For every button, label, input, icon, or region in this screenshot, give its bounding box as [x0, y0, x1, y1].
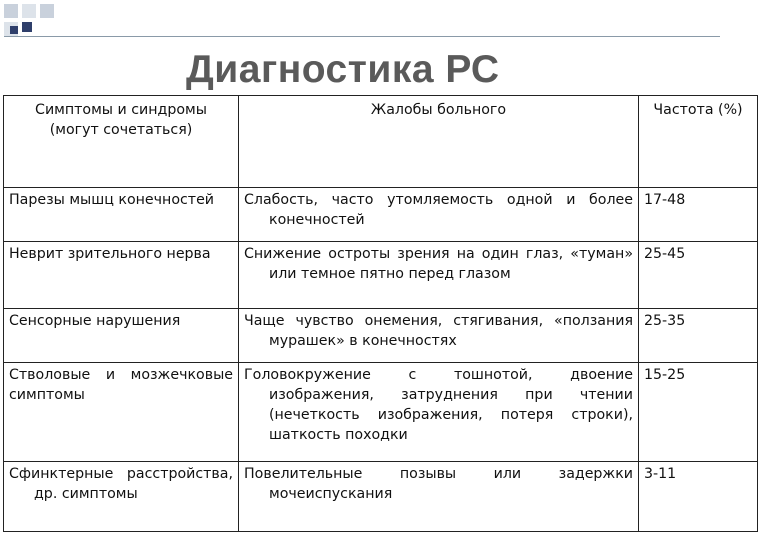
cell-frequency: 3-11 — [639, 462, 758, 532]
cell-symptom: Стволовые и мозжечковые симптомы — [4, 363, 239, 462]
cell-frequency: 17-48 — [639, 188, 758, 242]
deco-square — [22, 4, 36, 18]
cell-frequency: 25-45 — [639, 242, 758, 309]
cell-frequency: 15-25 — [639, 363, 758, 462]
table-row — [4, 462, 758, 532]
cell-complaint: Головокружение с тошнотой, двоение изображения, затруднения при чтении (нечеткость изображения, потеря строки), шаткость походки — [239, 363, 639, 462]
cell-symptom: Парезы мышц конечностей — [4, 188, 239, 242]
deco-square — [22, 22, 32, 32]
table-row — [4, 188, 758, 242]
cell-complaint: Снижение остроты зрения на один глаз, «туман» или темное пятно перед глазом — [239, 242, 639, 309]
header-frequency: Частота (%) — [639, 96, 758, 188]
header-symptoms: Симптомы и синдромы (могут сочетаться) — [4, 96, 239, 188]
cell-symptom: Сфинктерные расстройства, др. симптомы — [4, 462, 239, 532]
table-row — [4, 309, 758, 363]
table-row — [4, 363, 758, 462]
deco-square — [4, 4, 18, 18]
diagnosis-table — [3, 95, 758, 532]
table-header-row — [4, 96, 758, 188]
table-row — [4, 242, 758, 309]
header-complaints: Жалобы больного — [239, 96, 639, 188]
cell-complaint: Слабость, часто утомляемость одной и более конечностей — [239, 188, 639, 242]
deco-square — [10, 26, 18, 34]
cell-complaint: Повелительные позывы или задержки мочеиспускания — [239, 462, 639, 532]
page-title: Диагностика РС — [186, 48, 500, 91]
cell-frequency: 25-35 — [639, 309, 758, 363]
header-rule — [4, 36, 720, 37]
cell-symptom: Неврит зрительного нерва — [4, 242, 239, 309]
deco-square — [40, 4, 54, 18]
cell-symptom: Сенсорные нарушения — [4, 309, 239, 363]
cell-complaint: Чаще чувство онемения, стягивания, «ползания мурашек» в конечностях — [239, 309, 639, 363]
corner-decoration — [0, 0, 60, 40]
